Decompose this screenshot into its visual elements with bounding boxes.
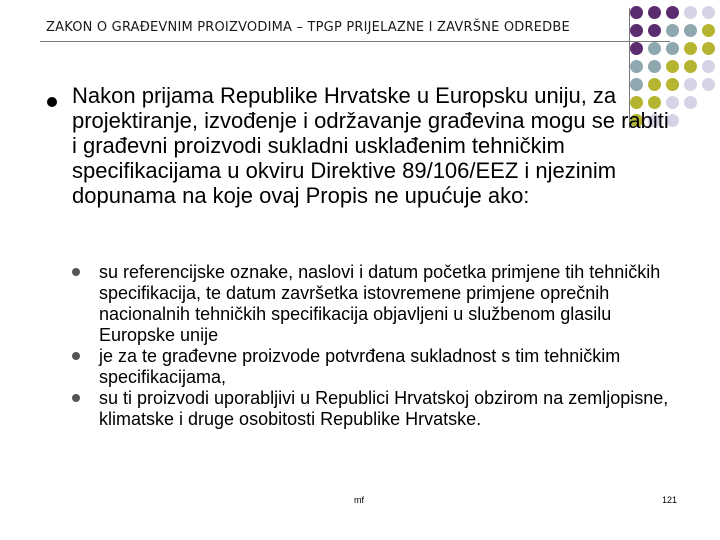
- decorative-dot: [648, 24, 661, 37]
- decorative-dot: [666, 60, 679, 73]
- page-number: 121: [662, 495, 678, 505]
- main-bullet-text: Nakon prijama Republike Hrvatske u Europsku uniju, za projektiranje, izvođenje i održavanje građevina mogu se rabiti i građevni proizvodi sukladni usklađenim tehničkim specifikacijama u okviru Direktive 89/106/EEZ i njezinim dopunama na koje ovaj Propis ne upućuje ako:: [72, 83, 669, 208]
- sub-bullet-list: [72, 262, 672, 430]
- decorative-dot: [702, 42, 715, 55]
- bullet-icon: [72, 394, 80, 402]
- decorative-dot: [630, 60, 643, 73]
- decorative-dot: [702, 24, 715, 37]
- decorative-dot: [702, 6, 715, 19]
- footer-author: mf: [354, 495, 364, 505]
- sub-bullet-text: je za te građevne proizvode potvrđena sukladnost s tim tehničkim specifikacijama,: [99, 346, 621, 387]
- decorative-dot: [684, 60, 697, 73]
- bullet-icon: [47, 97, 57, 107]
- decorative-dot: [648, 60, 661, 73]
- decorative-dot: [648, 42, 661, 55]
- bullet-icon: [72, 352, 80, 360]
- decorative-dot: [630, 42, 643, 55]
- decorative-dot: [684, 78, 697, 91]
- sub-bullet-text: su ti proizvodi uporabljivi u Republici Hrvatskoj obzirom na zemljopisne, klimatske i druge osobitosti Republike Hrvatske.: [99, 388, 669, 429]
- decorative-dot: [666, 42, 679, 55]
- decorative-horizontal-line: [40, 41, 670, 42]
- decorative-dot: [666, 6, 679, 19]
- decorative-dot: [684, 42, 697, 55]
- decorative-dot: [666, 24, 679, 37]
- sub-bullet-item: [72, 262, 672, 346]
- decorative-dot: [684, 24, 697, 37]
- bullet-icon: [72, 268, 80, 276]
- decorative-dot: [684, 96, 697, 109]
- decorative-dot: [702, 60, 715, 73]
- decorative-dot: [630, 6, 643, 19]
- slide-title: ZAKON O GRAĐEVNIM PROIZVODIMA – TPGP PRIJELAZNE I ZAVRŠNE ODREDBE: [46, 20, 570, 35]
- sub-bullet-item: [72, 346, 672, 388]
- decorative-dot: [630, 24, 643, 37]
- decorative-dot: [684, 6, 697, 19]
- decorative-dot: [648, 6, 661, 19]
- decorative-dot: [702, 78, 715, 91]
- sub-bullet-text: su referencijske oznake, naslovi i datum početka primjene tih tehničkih specifikacija, te datum završetka istovremene primjene oprečnih nacionalnih tehničkih specifikacija objavljeni u službenom glasilu Europske unije: [99, 262, 661, 345]
- sub-bullet-item: [72, 388, 672, 430]
